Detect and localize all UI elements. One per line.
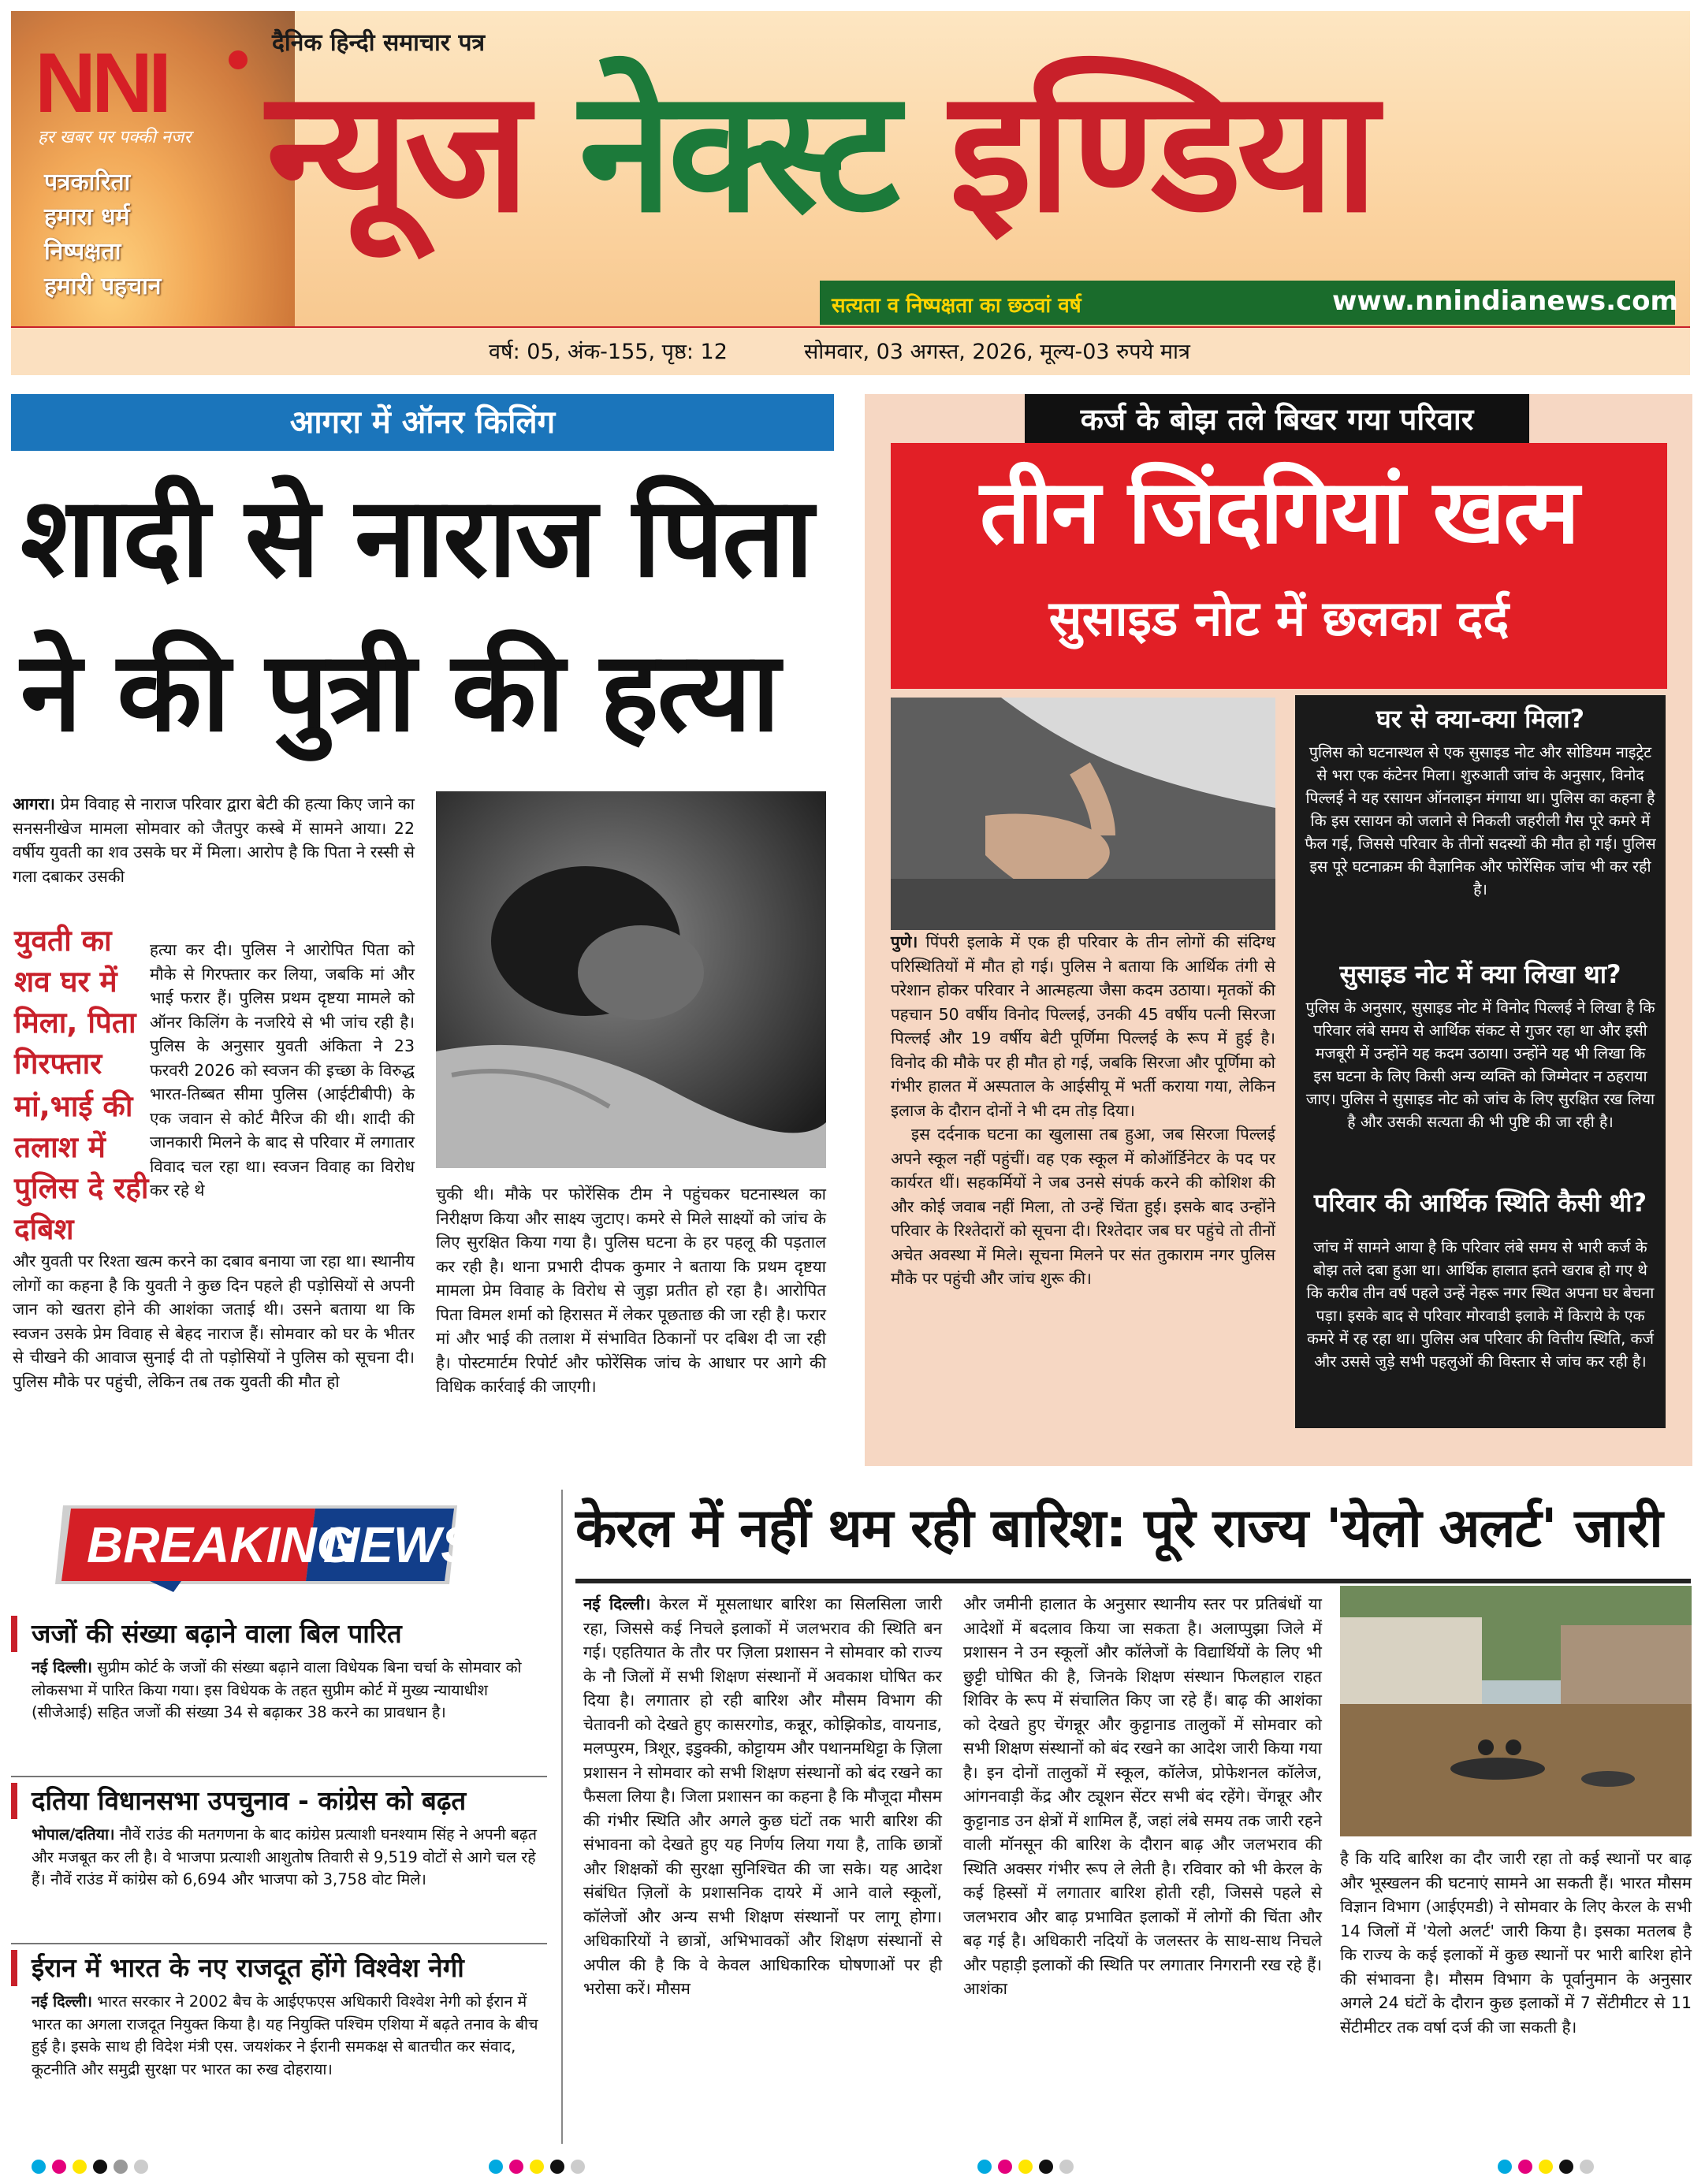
breaking-label: BREAKING: [87, 1516, 356, 1573]
brief-text: [11, 1657, 547, 1725]
magenta-dot: [998, 2160, 1012, 2174]
brief-heading: ईरान में भारत के नए राजदूत होंगे विश्वेश नेगी: [11, 1950, 547, 1986]
magenta-dot: [52, 2160, 66, 2174]
magenta-dot: [1518, 2160, 1532, 2174]
article-text: पिंपरी इलाके में एक ही परिवार के तीन लोगों की संदिग्ध परिस्थितियों में मौत हो गई। पुलिस ने बताया कि आर्थिक तंगी से परेशान होकर परिवार ने आत्महत्या जैसा कदम उठाया। मृतकों की पहचान 50 वर्षीय विनोद पिल्लई, उनकी 45 वर्षीय पत्नी सिरजा पिल्लई और 19 वर्षीय बेटी पूर्णिमा पिल्लई के रूप में हुई है। विनोद की मौके पर ही मौत हो गई, जबकि सिरजा और पूर्णिमा को गंभीर हालत में अस्पताल के आईसीयू में भर्ती कराया गया, लेकिन इलाज के दौरान दोनों ने भी दम तोड़ दिया।: [891, 932, 1275, 1120]
date-price: सोमवार, 03 अगस्त, 2026, मूल्य-03 रुपये मात्र: [804, 340, 1190, 364]
article-text: केरल में मूसलाधार बारिश का सिलसिला जारी रहा, जिससे कई निचले इलाकों में जलभराव की स्थिति बन गई। एहतियात के तौर पर ज़िला प्रशासन ने सोमवार को राज्य के नौ जिलों में सभी शिक्षण संस्थानों में अवकाश घोषित कर दिया है। लगातार हो रही बारिश और मौसम विभाग की चेतावनी को देखते हुए कासरगोड, कन्नूर, कोझिकोड, वायनाड, मलप्पुरम, त्रिशूर, इडुक्की, कोट्टायम और पथानमथिट्टा के ज़िला प्रशासन ने सोमवार को सभी शिक्षण संस्थानों को बंद रखने का फैसला लिया है। जिला प्रशासन का कहना है कि मौजूदा मौसम की गंभीर स्थिति और अगले कुछ घंटों तक भारी बारिश की संभावना को देखते हुए यह निर्णय लिया गया है, ताकि छात्रों और शिक्षकों की सुरक्षा सुनिश्चित की जा सके। यह आदेश संबंधित ज़िलों के प्रशासनिक दायरे में आने वाले स्कूलों, कॉलेजों और अन्य सभी शिक्षण संस्थानों पर लागू होगा। अधिकारियों ने छात्रों, अभिभावकों और शिक्षण संस्थानों से अपील की है कि वे केवल आधिकारिक घोषणाओं पर ही भरोसा करें। मौसम: [583, 1594, 942, 1998]
victim-photo: [436, 791, 826, 1168]
sidebar-heading: घर से क्या-क्या मिला?: [1376, 704, 1585, 734]
yellow-dot: [1018, 2160, 1033, 2174]
brief-body: सुप्रीम कोर्ट के जजों की संख्या बढ़ाने वाला विधेयक बिना चर्चा के सोमवार को लोकसभा में पारित किया गया। इस विधेयक के तहत सुप्रीम कोर्ट में मुख्य न्यायाधीश (सीजेआई) सहित जजों की संख्या 34 से बढ़ाकर 38 करने का प्रावधान है।: [32, 1658, 522, 1721]
flood-photo: [1340, 1586, 1692, 1836]
black-dot: [1039, 2160, 1053, 2174]
yellow-dot: [530, 2160, 544, 2174]
brief-text: [11, 1824, 547, 1892]
website-link[interactable]: www.nnindianews.com: [1332, 285, 1678, 317]
article-body: और जमीनी हालात के अनुसार स्थानीय स्तर पर प्रतिबंधों या आदेशों में बदलाव किया जा सकता है। अलाप्पुझा जिले में प्रशासन ने उन स्कूलों और कॉलेजों के विद्यार्थियों के लिए भी छुट्टी घोषित की है, जिनके शिक्षण संस्थान फिलहाल राहत शिविर के रूप में संचालित किए जा रहे हैं। बाढ़ की आशंका को देखते हुए चेंगन्नूर और कुट्टानाड तालुकों में सोमवार को सभी शिक्षण संस्थानों को बंद रखने का आदेश जारी किया गया है। इन दोनों तालुकों में स्कूल, कॉलेज, प्रोफेशनल कॉलेज, आंगनवाड़ी केंद्र और ट्यूशन सेंटर सभी बंद रहेंगे। चेंगन्नूर और कुट्टानाड उन क्षेत्रों में शामिल हैं, जहां लंबे समय तक जारी रहने वाली मॉनसून की बारिश के दौरान बाढ़ और जलभराव की स्थिति अक्सर गंभीर रूप ले लेती है। रविवार को भी केरल के कई हिस्सों में लगातार बारिश होती रही, जिससे पहले से जलभराव और बाढ़ प्रभावित इलाकों में लोगों की चिंता और बढ़ गई है। अधिकारी नदियों के जलस्तर के साथ-साथ निचले और पहाड़ी इलाकों की स्थिति पर लगातार निगरानी रख रहे हैं। आशंका: [963, 1594, 1322, 1998]
registration-marks: [489, 2160, 585, 2175]
story-kicker: आगरा में ऑनर किलिंग: [11, 394, 834, 451]
article-text: इस दर्दनाक घटना का खुलासा तब हुआ, जब सिरजा पिल्लई अपने स्कूल नहीं पहुंचीं। वह एक स्कूल में कोऑर्डिनेटर के पद पर कार्यरत थीं। सहकर्मियों ने जब उनसे संपर्क करने की कोशिश की और कोई जवाब नहीं मिला, तो उन्हें चिंता हुई। इसके बाद उन्होंने परिवार के रिश्तेदारों को सूचना दी। रिश्तेदार जब घर पहुंचे तो तीनों अचेत अवस्था में मिले। सूचना मिलने पर संत तुकाराम नगर पुलिस मौके पर पहुंची और जांच शुरू की।: [891, 1125, 1275, 1288]
article-body: [891, 930, 1275, 1291]
cyan-dot: [1498, 2160, 1512, 2174]
divider: [11, 1943, 547, 1944]
yellow-dot: [1539, 2160, 1553, 2174]
pull-quote: युवती का शव घर में मिला, पिता गिरफ्तार: [14, 924, 136, 1081]
article-body: हत्या कर दी। पुलिस ने आरोपित पिता को मौके से गिरफ्तार कर लिया, जबकि मां और भाई फरार हैं। पुलिस प्रथम दृष्टया मामले को ऑनर किलिंग के नजरिये से भी जांच रही है। पुलिस के अनुसार युवती अंकिता ने 23 फरवरी 2026 को स्वजन की इच्छा के विरुद्ध भारत-तिब्बत सीमा पुलिस (आईटीबीपी) के एक जवान से कोर्ट मैरिज की थी। शादी की जानकारी मिलने के बाद से परिवार में लगातार विवाद चल रहा था। स्वजन विवाह का विरोध कर रहे थे: [150, 940, 415, 1200]
story-headline: [20, 461, 840, 770]
slogan: सत्यता व निष्पक्षता का छठवां वर्ष: [832, 294, 1081, 318]
headline-line: शादी से नाराज पिता: [20, 474, 813, 602]
dateline: भोपाल/दतिया।: [32, 1825, 115, 1844]
black-dot: [1559, 2160, 1573, 2174]
pull-quote: मां,भाई की तलाश में पुलिस दे रही दबिश: [14, 1089, 149, 1246]
cyan-dot: [32, 2160, 46, 2174]
svg-text:NNI: NNI: [35, 39, 167, 126]
story-subheadline: सुसाइड नोट में छलका दर्द: [1048, 590, 1510, 647]
masthead-tagline: हर खबर पर पक्की नजर: [38, 128, 192, 147]
story-headline: तीन जिंदगियां खत्म: [980, 461, 1578, 564]
sidebar-heading: परिवार की आर्थिक स्थिति कैसी थी?: [1313, 1188, 1647, 1218]
brief-text: [11, 1991, 547, 2081]
article-body: [583, 1592, 942, 2001]
title-word: नेक्स्ट: [579, 54, 895, 250]
light-gray-dot: [1580, 2160, 1594, 2174]
paper-type: दैनिक हिन्दी समाचार पत्र: [272, 29, 486, 57]
cyan-dot: [977, 2160, 992, 2174]
article-text: प्रेम विवाह से नाराज परिवार द्वारा बेटी की हत्या किए जाने का सनसनीखेज मामला सोमवार को जैतपुर कस्बे में सामने आया। 22 वर्षीय युवती का शव उसके घर में मिला। आरोप है कि पिता ने रस्सी से गला दबाकर उसकी: [13, 794, 415, 886]
issue-info: वर्ष: 05, अंक-155, पृष्ठ: 12: [489, 340, 728, 364]
divider: [11, 1776, 547, 1777]
story-headline: केरल में नहीं थम रही बारिश: पूरे राज्य 'येलो अलर्ट' जारी: [575, 1498, 1662, 1560]
story-kicker: कर्ज के बोझ तले बिखर गया परिवार: [1025, 394, 1529, 445]
dateline: नई दिल्ली।: [583, 1594, 651, 1613]
newspaper-title: [266, 54, 1373, 251]
masthead-motto: [44, 166, 162, 304]
breaking-news-banner: [55, 1498, 465, 1592]
title-word: इण्डिया: [949, 54, 1374, 250]
sidebar-text: जांच में सामने आया है कि परिवार लंबे समय से भारी कर्ज के बोझ तले दबा हुआ था। आर्थिक हालात इतने खराब हो गए थे कि करीब तीन वर्ष पहले उन्हें नेहरू नगर स्थित अपना घर बेचना पड़ा। इसके बाद से परिवार मोरवाडी इलाके में किराये के एक कमरे में रह रहा था। पुलिस अब परिवार की वित्तीय स्थिति, कर्ज और उससे जुड़े सभी पहलुओं की विस्तार से जांच कर रही है।: [1306, 1238, 1655, 1371]
black-dot: [93, 2160, 107, 2174]
sidebar-text: पुलिस के अनुसार, सुसाइड नोट में विनोद पिल्लई ने लिखा है कि परिवार लंबे समय से आर्थिक संकट से गुजर रहा था और इसी मजबूरी में उन्होंने यह कदम उठाया। उन्होंने यह भी लिखा कि इस घटना के लिए किसी अन्य व्यक्ति को जिम्मेदार न ठहराया जाए। पुलिस ने सुसाइड नोट को जांच के लिए सुरक्षित रख लिया है और उसकी सत्यता की भी पुष्टि की जा रही है।: [1305, 999, 1655, 1131]
dateline: नई दिल्ली।: [32, 1658, 93, 1676]
registration-marks: [1498, 2160, 1594, 2175]
motto-line: हमारी पहचान: [44, 273, 162, 300]
article-body: है कि यदि बारिश का दौर जारी रहा तो कई स्थानों पर बाढ़ और भूस्खलन की घटनाएं सामने आ सकती हैं। भारत मौसम विज्ञान विभाग (आईएमडी) ने सोमवार के लिए केरल के सभी 14 जिलों में 'येलो अलर्ट' जारी किया है। इसका मतलब है कि राज्य के कई इलाकों में कुछ स्थानों पर भारी बारिश होने की संभावना है। मौसम विभाग के पूर्वानुमान के अनुसार अगले 24 घंटों के दौरान कुछ इलाकों में 7 सेंटीमीटर से 11 सेंटीमीटर तक वर्षा दर्ज की जा सकती है।: [1340, 1849, 1692, 2037]
column-divider: [561, 1490, 563, 2144]
cyan-dot: [489, 2160, 503, 2174]
news-brief: [11, 1950, 547, 2081]
article-body: चुकी थी। मौके पर फोरेंसिक टीम ने पहुंचकर घटनास्थल का निरीक्षण किया और साक्ष्य जुटाए। कमरे से मिले साक्ष्यों को जांच के लिए सुरक्षित किया गया है। पुलिस घटना के हर पहलू की पड़ताल कर रही है। थाना प्रभारी दीपक कुमार ने बताया कि प्रथम दृष्टया मामला प्रेम विवाह के विरोध से जुड़ा प्रतीत हो रहा है। आरोपित पिता विमल शर्मा को हिरासत में लेकर पूछताछ की जा रही है। फरार मां और भाई की तलाश में संभावित ठिकानों पर दबिश दी जा रही है। पोस्टमार्टम रिपोर्ट और फोरेंसिक जांच के आधार पर आगे की विधिक कार्रवाई की जाएगी।: [436, 1185, 826, 1396]
brief-body: भारत सरकार ने 2002 बैच के आईएफएस अधिकारी विश्वेश नेगी को ईरान में भारत का अगला राजदूत नियुक्त किया है। यह नियुक्ति पश्चिम एशिया में बढ़ते तनाव के बीच हुई है। इसके साथ ही विदेश मंत्री एस. जयशंकर ने ईरानी समकक्ष से बातचीत कर संवाद, कूटनीति और समुद्री सुरक्षा पर भारत का रुख दोहराया।: [32, 1992, 538, 2078]
registration-marks: [977, 2160, 1074, 2175]
gray-dot: [114, 2160, 128, 2174]
crime-scene-photo: [891, 698, 1275, 930]
light-gray-dot: [134, 2160, 148, 2174]
breaking-label: NEWS: [323, 1516, 465, 1573]
brief-heading: जजों की संख्या बढ़ाने वाला बिल पारित: [11, 1616, 547, 1652]
headline-line: ने की पुत्री की हत्या: [20, 628, 779, 757]
article-body: और युवती पर रिश्ता खत्म करने का दबाव बनाया जा रहा था। स्थानीय लोगों का कहना है कि युवती ने कुछ दिन पहले ही पड़ोसियों से अपनी जान को खतरा होने की आशंका जताई थी। उसने बताया था कि स्वजन उसके प्रेम विवाह से बेहद नाराज हैं। सोमवार को घर के भीतर से चीखने की आवाज सुनाई दी तो पड़ोसियों ने पुलिस को सूचना दी। पुलिस मौके पर पहुंची, लेकिन तब तक युवती की मौत हो: [13, 1252, 415, 1391]
dateline: पुणे।: [891, 932, 918, 951]
magenta-dot: [509, 2160, 523, 2174]
sidebar-heading: सुसाइड नोट में क्या लिखा था?: [1339, 959, 1621, 989]
headline-underline: [575, 1579, 1691, 1583]
title-word: न्यूज: [266, 54, 526, 250]
black-dot: [550, 2160, 564, 2174]
article-body: [13, 792, 415, 888]
news-brief: [11, 1783, 547, 1892]
dateline: नई दिल्ली।: [32, 1992, 93, 2011]
news-brief: [11, 1616, 547, 1725]
yellow-dot: [73, 2160, 87, 2174]
brief-body: नौवें राउंड की मतगणना के बाद कांग्रेस प्रत्याशी घनश्याम सिंह ने अपनी बढ़त और मजबूत कर ली है। वे भाजपा प्रत्याशी आशुतोष तिवारी से 9,519 वोटों से आगे चल रहे हैं। नौवें राउंड में कांग्रेस को 6,694 और भाजपा को 3,758 वोट मिले।: [32, 1825, 537, 1888]
light-gray-dot: [1059, 2160, 1074, 2174]
motto-line: निष्पक्षता: [44, 238, 121, 266]
sidebar-text: पुलिस को घटनास्थल से एक सुसाइड नोट और सोडियम नाइट्रेट से भरा एक कंटेनर मिला। शुरुआती जांच के अनुसार, विनोद पिल्लई ने यह रसायन ऑनलाइन मंगाया था। पुलिस का कहना है कि इस रसायन को जलाने से निकली जहरीली गैस पूरे कमरे में फैल गई, जिससे परिवार के तीनों सदस्यों की मौत हो गई। पुलिस इस पूरे घटनाक्रम की वैज्ञानिक और फोरेंसिक जांच भी कर रही है।: [1305, 743, 1656, 899]
motto-line: पत्रकारिता: [44, 169, 131, 196]
registration-marks: [32, 2160, 148, 2175]
dateline: आगरा।: [13, 794, 55, 813]
brief-heading: दतिया विधानसभा उपचुनाव - कांग्रेस को बढ़त: [11, 1783, 547, 1819]
motto-line: हमारा धर्म: [44, 203, 130, 231]
light-gray-dot: [571, 2160, 585, 2174]
nni-logo: [32, 39, 260, 126]
